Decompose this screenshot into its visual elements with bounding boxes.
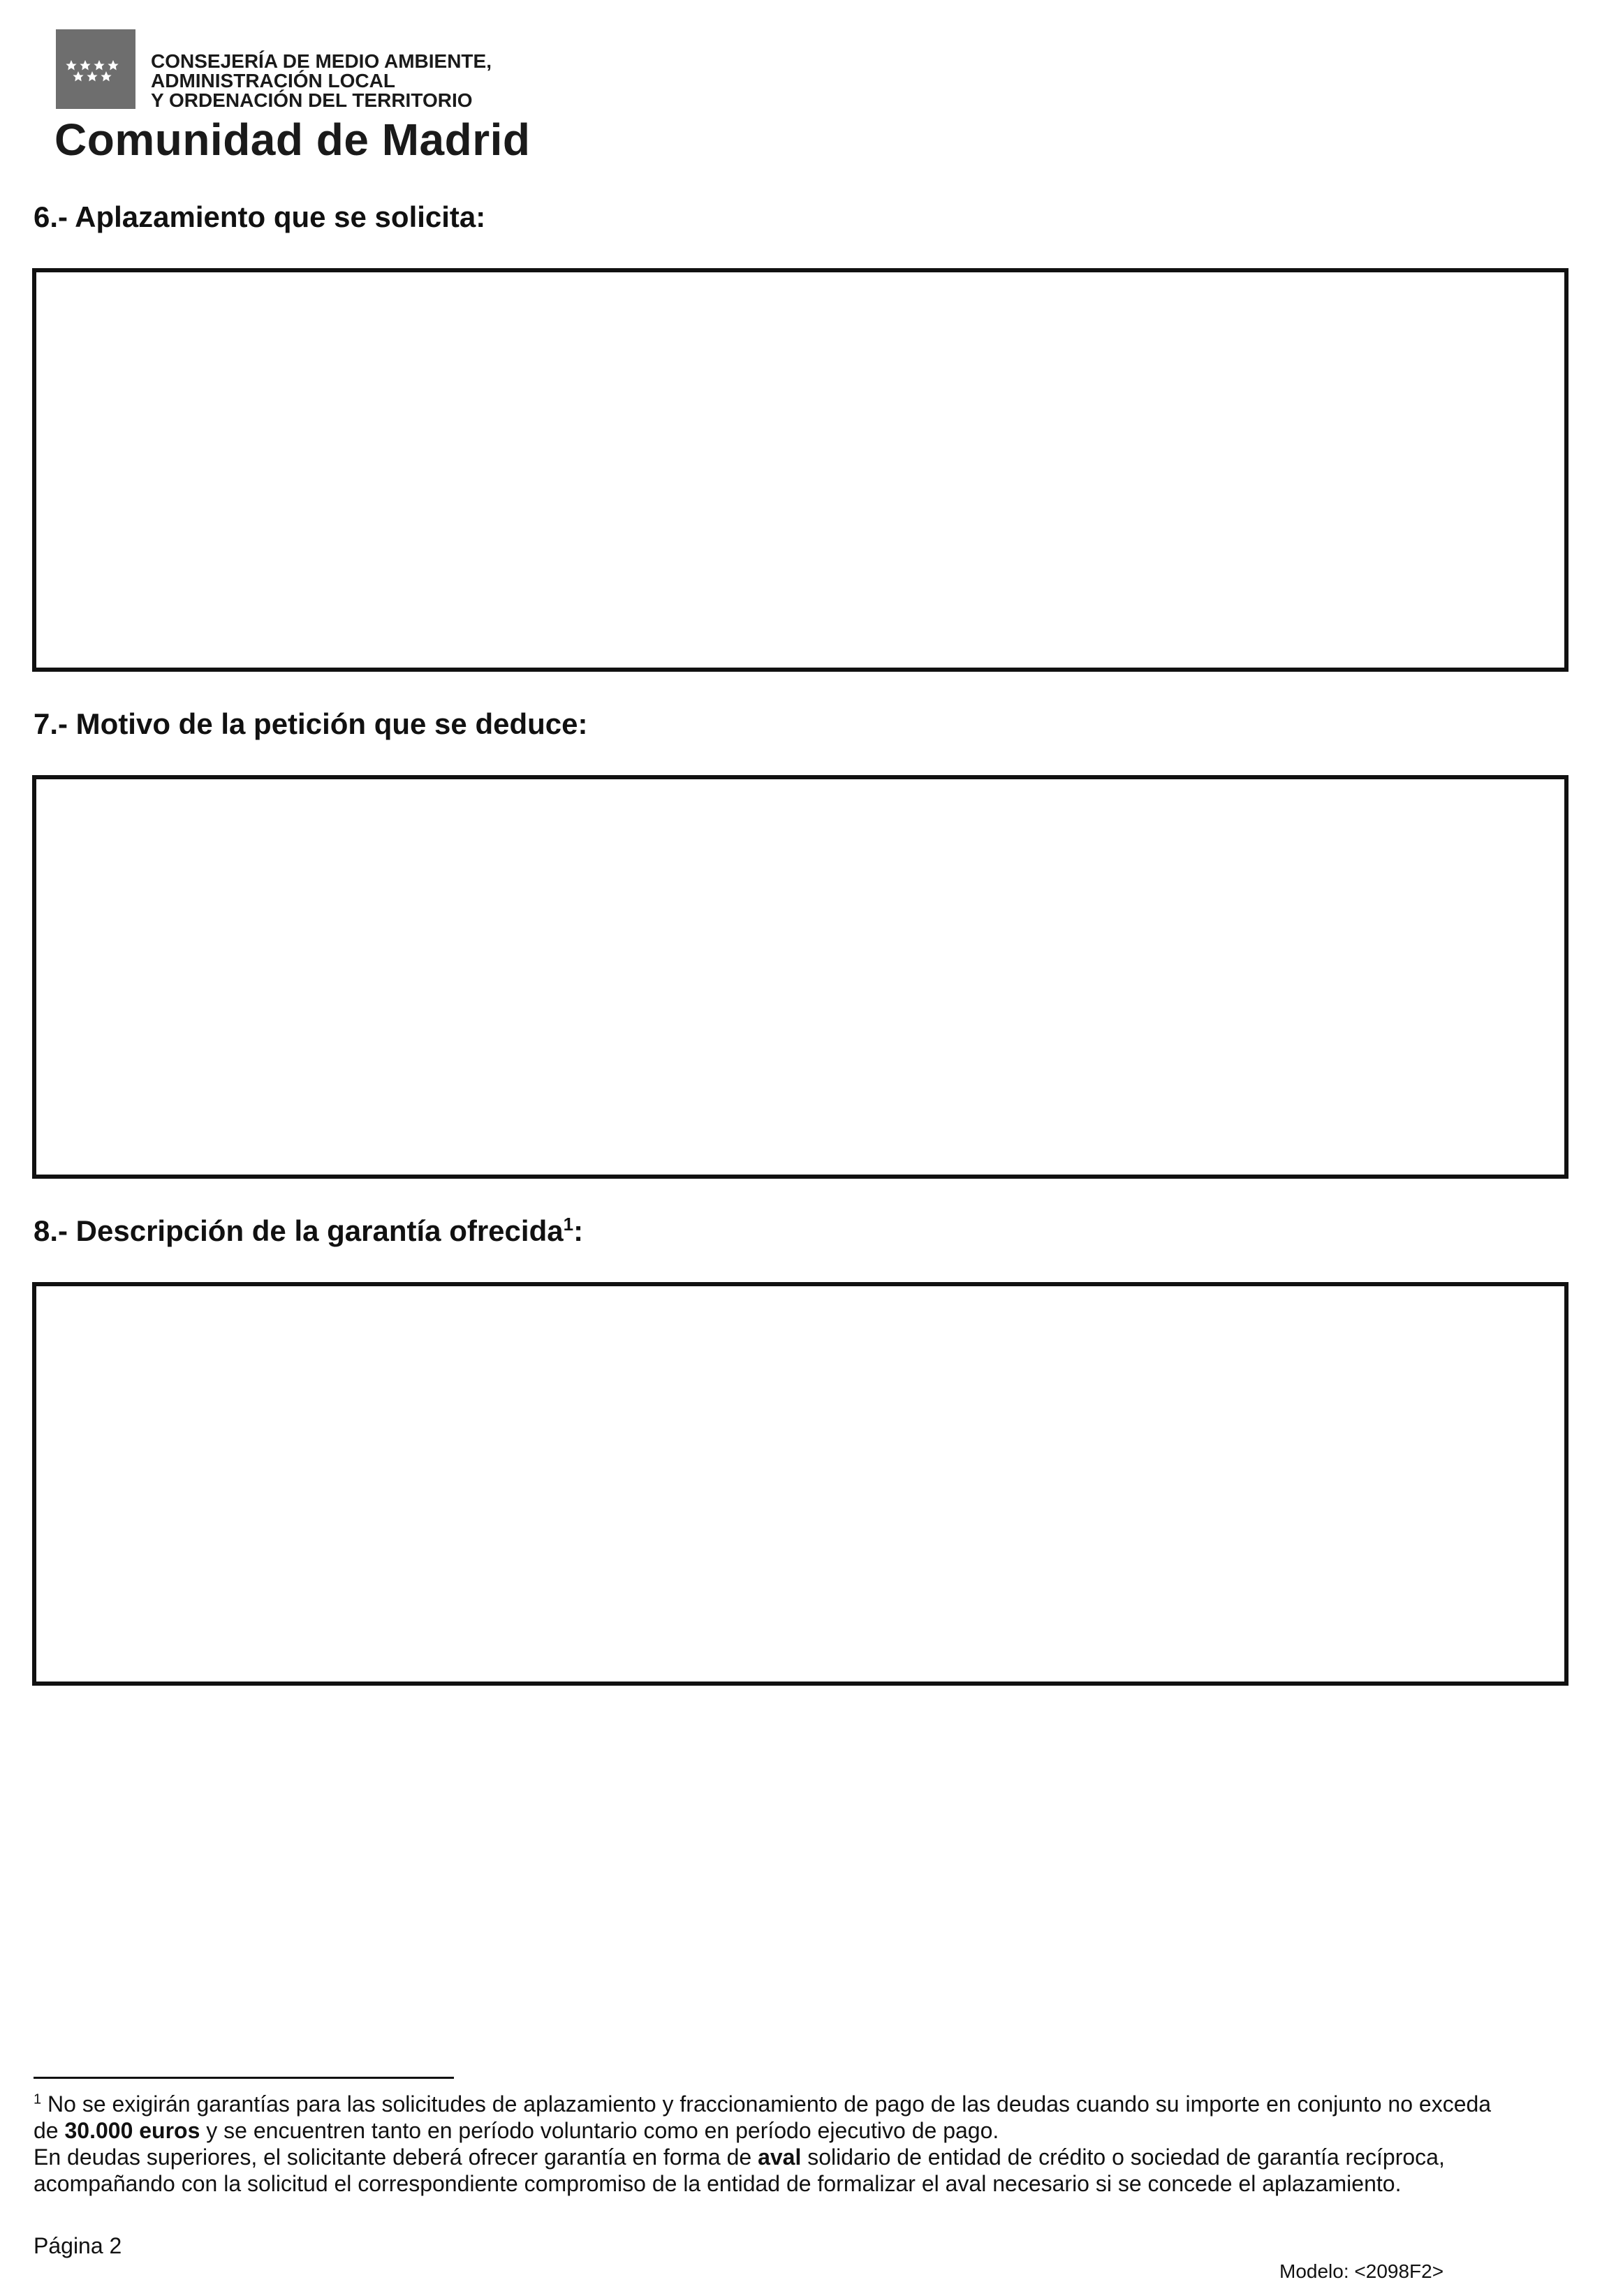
section-8-title (34, 1214, 583, 1249)
footnote-line (34, 2117, 1570, 2144)
section-8-title-suffix: : (573, 1214, 584, 1247)
section-7-title (34, 707, 587, 742)
department-line: ADMINISTRACIÓN LOCAL (151, 70, 395, 91)
footnote-text: de (34, 2118, 65, 2143)
footnote-amount: 30.000 euros (64, 2118, 200, 2143)
footnote-text: solidario de entidad de crédito o sociedad de garantía recíproca, (801, 2144, 1445, 2170)
footnote-aval: aval (758, 2144, 802, 2170)
footnote-marker: 1 (34, 2091, 42, 2107)
footnote-divider (34, 2077, 454, 2079)
department-line: Y ORDENACIÓN DEL TERRITORIO (151, 89, 473, 111)
section-6-title (34, 200, 485, 235)
footnote-reference: 1 (563, 1214, 574, 1235)
footnote-text: No se exigirán garantías para las solicitudes de aplazamiento y fraccionamiento de pago de las deudas cuando su importe en conjunto no exceda (41, 2091, 1492, 2117)
footnote-text: En deudas superiores, el solicitante deberá ofrecer garantía en forma de (34, 2144, 758, 2170)
footnote-text: y se encuentren tanto en período voluntario como en período ejecutivo de pago. (200, 2118, 999, 2143)
section-8-input-box[interactable] (32, 1282, 1568, 1686)
section-8-title-text: 8.- Descripción de la garantía ofrecida (34, 1214, 564, 1247)
section-7-title-text: 7.- Motivo de la petición que se deduce: (34, 707, 588, 740)
department-line: CONSEJERÍA DE MEDIO AMBIENTE, (151, 50, 492, 72)
comunidad-madrid-logo-icon (56, 29, 135, 109)
department-name (151, 52, 492, 110)
section-6-title-text: 6.- Aplazamiento que se solicita: (34, 200, 486, 233)
section-7-input-box[interactable] (32, 775, 1568, 1179)
footnote-line (34, 2170, 1570, 2197)
footnote-line (34, 2091, 1570, 2117)
page-number: Página 2 (34, 2233, 122, 2258)
footnote (34, 2091, 1570, 2197)
model-code: Modelo: <2098F2> (1279, 2260, 1444, 2282)
footnote-line (34, 2144, 1570, 2170)
organization-name: Comunidad de Madrid (54, 115, 531, 165)
footnote-text: acompañando con la solicitud el correspondiente compromiso de la entidad de formalizar el aval necesario si se concede el aplazamiento. (34, 2171, 1402, 2196)
section-6-input-box[interactable] (32, 268, 1568, 672)
